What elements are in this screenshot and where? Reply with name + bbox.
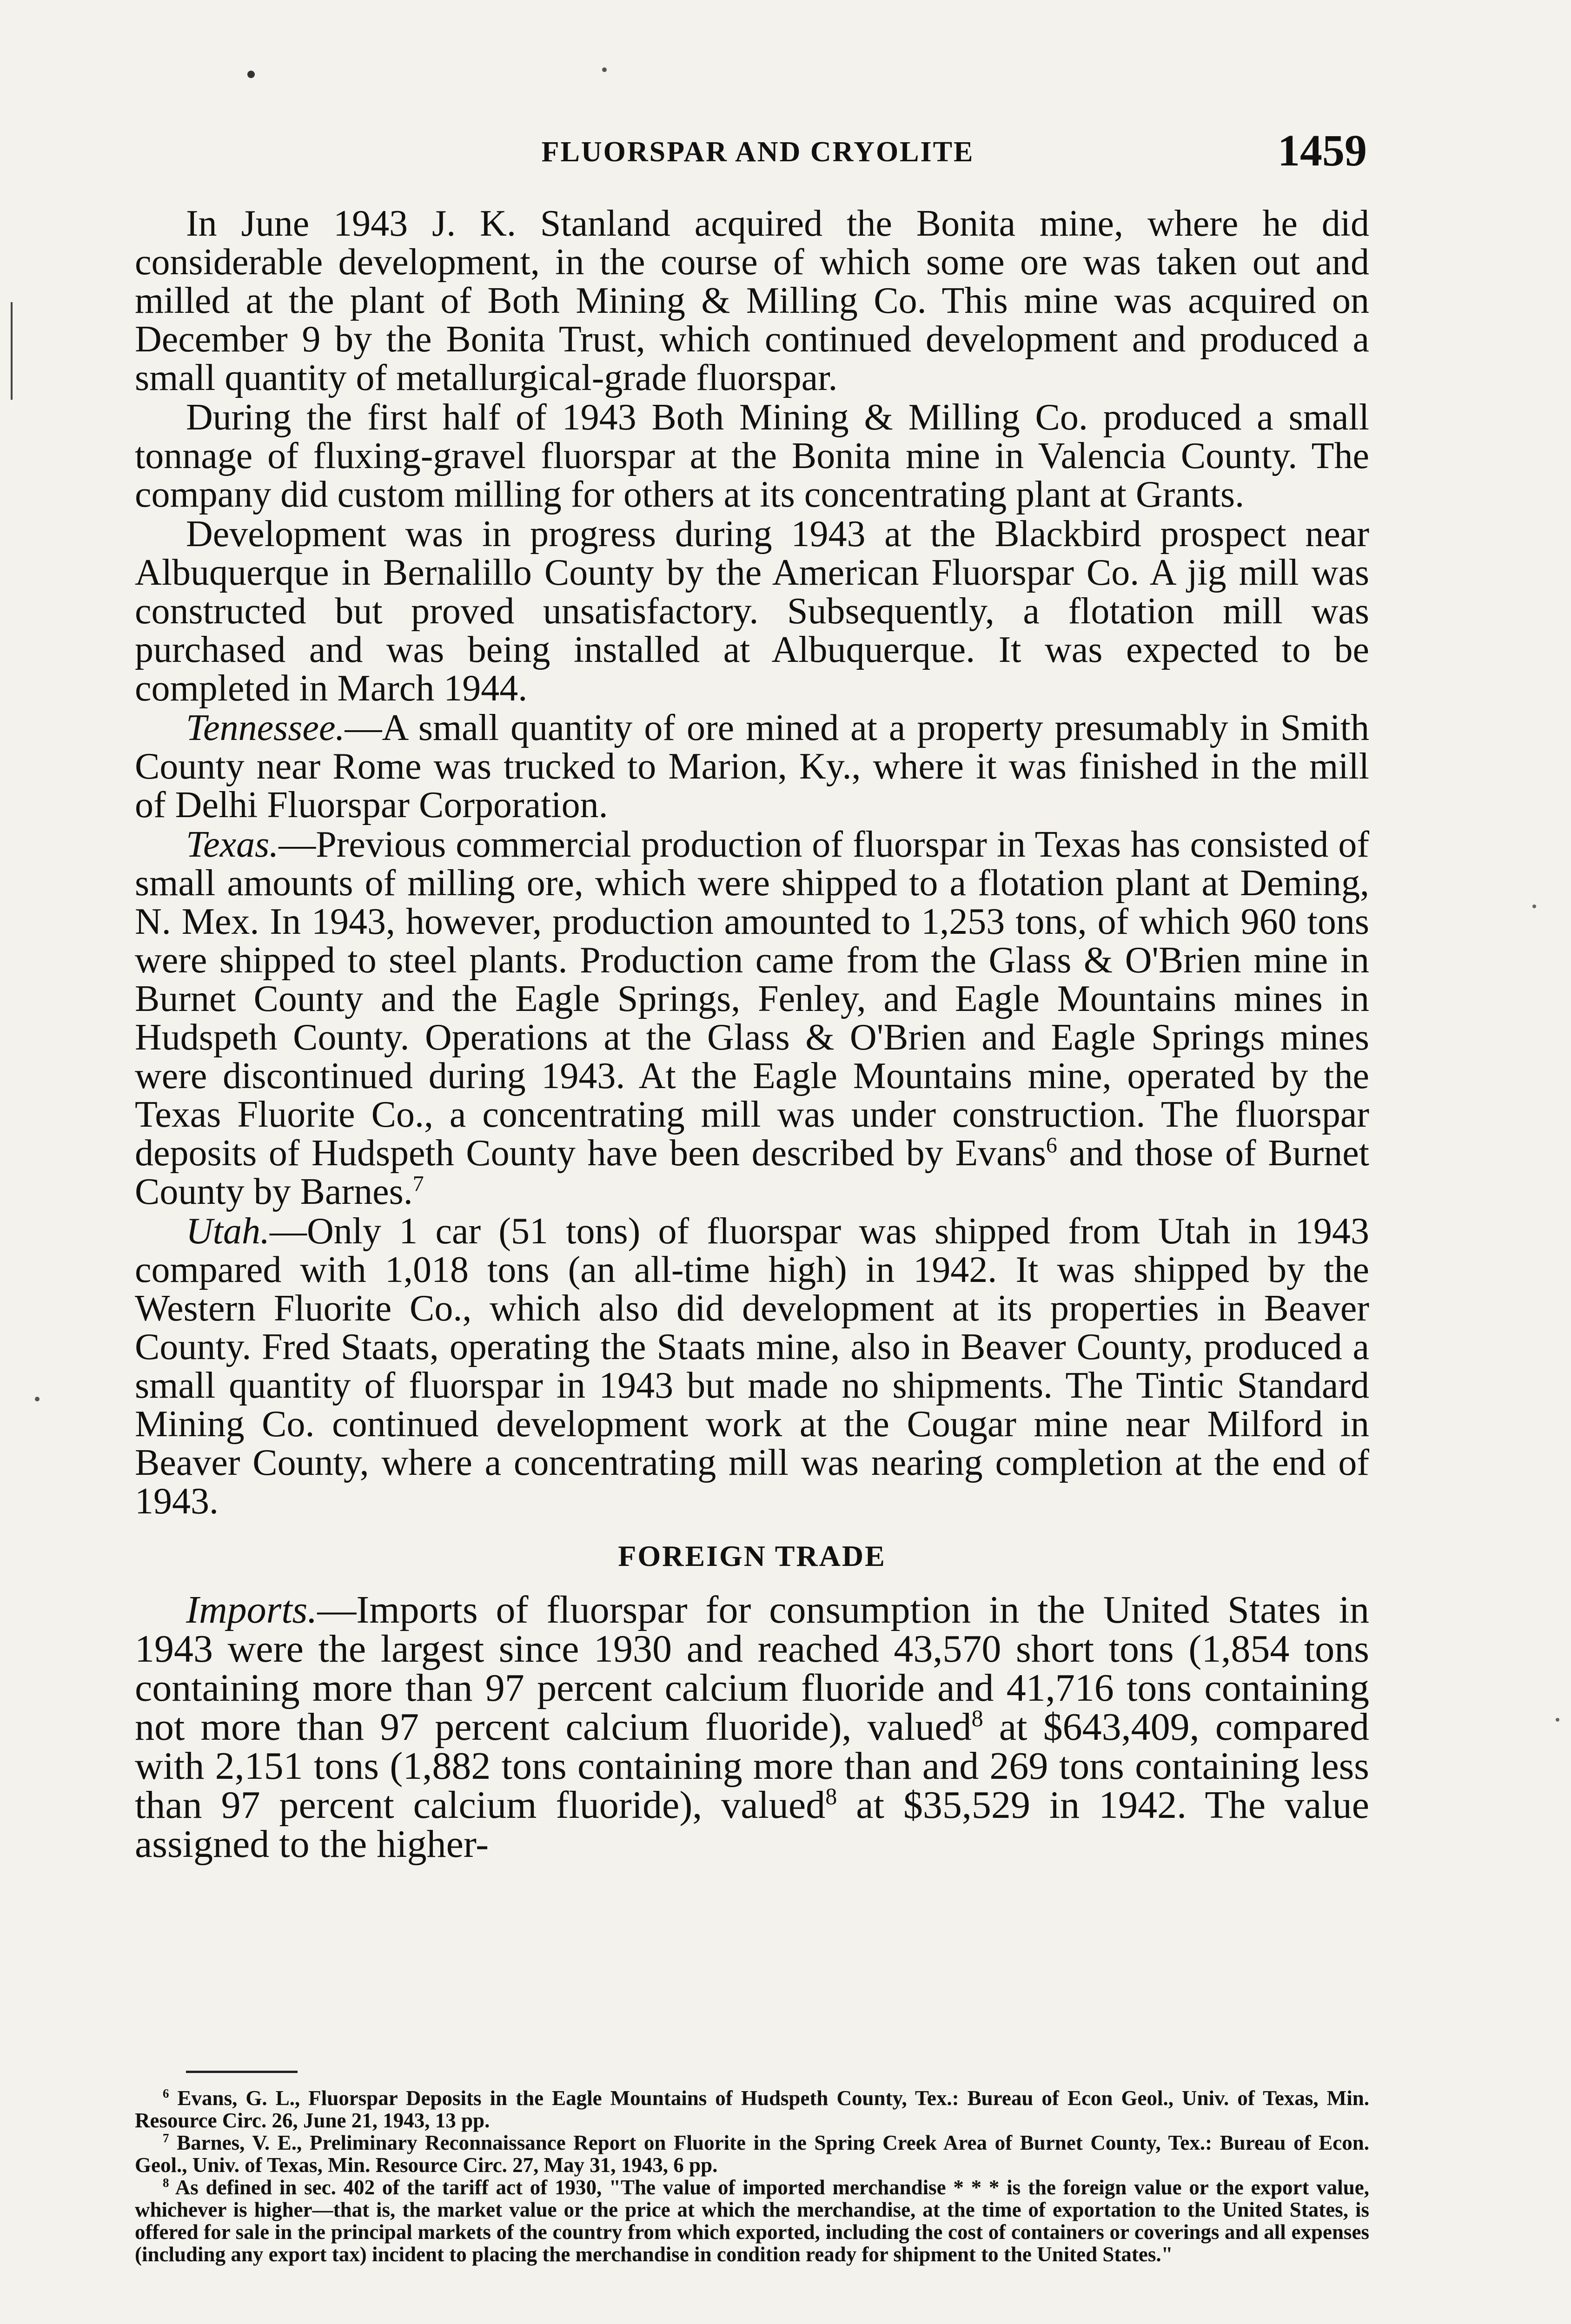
footnote-divider <box>186 2071 298 2073</box>
footnote-mark: 7 <box>163 2131 169 2145</box>
paragraph-text: —A small quantity of ore mined at a property presumably in Smith County near Rome was trucked to Marion, Ky., where it was finished in the mill of Delhi Fluorspar Corporation. <box>135 707 1369 825</box>
paragraph-blackbird-prospect <box>135 515 1369 708</box>
footnote-ref: 8 <box>971 1705 983 1731</box>
foreign-trade-section <box>135 1588 1370 1866</box>
footnote-ref: 8 <box>825 1783 837 1809</box>
imports-lead: Imports. <box>186 1588 318 1631</box>
footnote-6 <box>135 2087 1369 2132</box>
speck <box>1532 905 1536 908</box>
state-lead: Tennessee. <box>186 707 345 748</box>
footnote-text: As defined in sec. 402 of the tariff act of 1930, "The value of imported merchandise * * * is the foreign value or the export value, whichever is higher—that is, the market value or the price at which the merchandise, at the time of exportation to the United States, is offered for sale in the principal markets of the country from which exported, including the cost of containers or coverings and all expenses (including any export tax) incident to placing the merchandise in condition ready for shipment to the United States." <box>135 2176 1369 2266</box>
paragraph-text: In June 1943 J. K. Stanland acquired the Bonita mine, where he did considerable development, in the course of which some ore was taken out and milled at the plant of Both Mining & Milling Co. This mine was acquired on December 9 by the Bonita Trust, which continued development and produced a small quantity of metallurgical-grade fluorspar. <box>135 203 1369 398</box>
paragraph-tennessee <box>135 709 1369 825</box>
paragraph-text: at $35,529 in 1942. The value assigned to the higher- <box>135 1783 1369 1866</box>
paragraph-texas <box>135 825 1369 1211</box>
speck <box>1556 1718 1559 1722</box>
footnote-ref: 6 <box>1046 1133 1057 1158</box>
paragraph-both-mining <box>135 398 1369 514</box>
paragraph-bonita-mine <box>135 205 1369 397</box>
speck <box>247 71 255 78</box>
speck <box>602 67 607 72</box>
footnote-mark: 8 <box>163 2176 169 2190</box>
section-heading: FOREIGN TRADE <box>618 1539 886 1572</box>
running-head: FLUORSPAR AND CRYOLITE <box>541 136 974 168</box>
paragraph-text: and those of Burnet County by Barnes. <box>135 1133 1370 1212</box>
paragraph-text: —Imports of fluorspar for consumption in the United States in 1943 were the largest since 1930 and reached 43,570 short tons (1,854 tons containing more than 97 percent calcium fluoride and 41,716 tons containing not more than 97 percent calcium fluoride), valued <box>135 1588 1369 1749</box>
page-header <box>135 126 1381 178</box>
paragraph-text: —Previous commercial production of fluorspar in Texas has consisted of small amounts of milling ore, which were shipped to a flotation plant at Deming, N. Mex. In 1943, however, production amounted to 1,253 tons, of which 960 tons were shipped to steel plants. Production came from the Glass & O'Brien mine in Burnet County and the Eagle Springs, Fenley, and Eagle Mountains mines in Hudspeth County. Operations at the Glass & O'Brien and Eagle Springs mines were discontinued during 1943. At the Eagle Mountains mine, operated by the Texas Fluorite Co., a concentrating mill was under construction. The fluorspar deposits of Hudspeth County have been described by Evans <box>135 824 1369 1174</box>
page-number: 1459 <box>1278 125 1367 175</box>
state-lead: Texas. <box>186 824 279 865</box>
footnote-8 <box>135 2176 1369 2265</box>
body-text <box>135 205 1369 1864</box>
footnotes <box>135 2087 1369 2265</box>
speck <box>35 1397 40 1401</box>
footnote-mark: 6 <box>163 2086 169 2100</box>
paragraph-imports <box>135 1588 1370 1866</box>
footnote-ref: 7 <box>412 1171 424 1196</box>
paragraph-text: Development was in progress during 1943 at the Blackbird prospect near Albuquerque in Bernalillo County by the American Fluorspar Co. A jig mill was constructed but proved unsatisfactory. Subsequently, a flotation mill was purchased and was being installed at Albuquerque. It was expected to be completed in March 1944. <box>135 514 1369 709</box>
footnote-7 <box>135 2132 1369 2176</box>
state-lead: Utah. <box>186 1211 270 1252</box>
paragraph-utah <box>135 1212 1369 1521</box>
paragraph-text: —Only 1 car (51 tons) of fluorspar was shipped from Utah in 1943 compared with 1,018 tons (an all-time high) in 1942. It was shipped by the Western Fluorite Co., which also did development at its properties in Beaver County. Fred Staats, operating the Staats mine, also in Beaver County, produced a small quantity of fluorspar in 1943 but made no shipments. The Tintic Standard Mining Co. continued development work at the Cougar mine near Milford in Beaver County, where a concentrating mill was nearing completion at the end of 1943. <box>135 1211 1369 1522</box>
footnote-text: Barnes, V. E., Preliminary Reconnaissance Report on Fluorite in the Spring Creek Area of Burnet County, Tex.: Bureau of Econ. Geol., Univ. of Texas, Min. Resource Circ. 27, May 31, 1943, 6 pp. <box>135 2131 1369 2177</box>
footnote-text: Evans, G. L., Fluorspar Deposits in the Eagle Mountains of Hudspeth County, Tex.: Bureau of Econ Geol., Univ. of Texas, Min. Resource Circ. 26, June 21, 1943, 13 pp. <box>135 2086 1369 2132</box>
paragraph-text: During the first half of 1943 Both Mining & Milling Co. produced a small tonnage of fluxing-gravel fluorspar at the Bonita mine in Valencia County. The company did custom milling for others at its concentrating plant at Grants. <box>135 397 1369 515</box>
paragraph-text: at $643,409, compared with 2,151 tons (1,882 tons containing more than and 269 tons containing less than 97 percent calcium fluoride), valued <box>135 1705 1370 1827</box>
